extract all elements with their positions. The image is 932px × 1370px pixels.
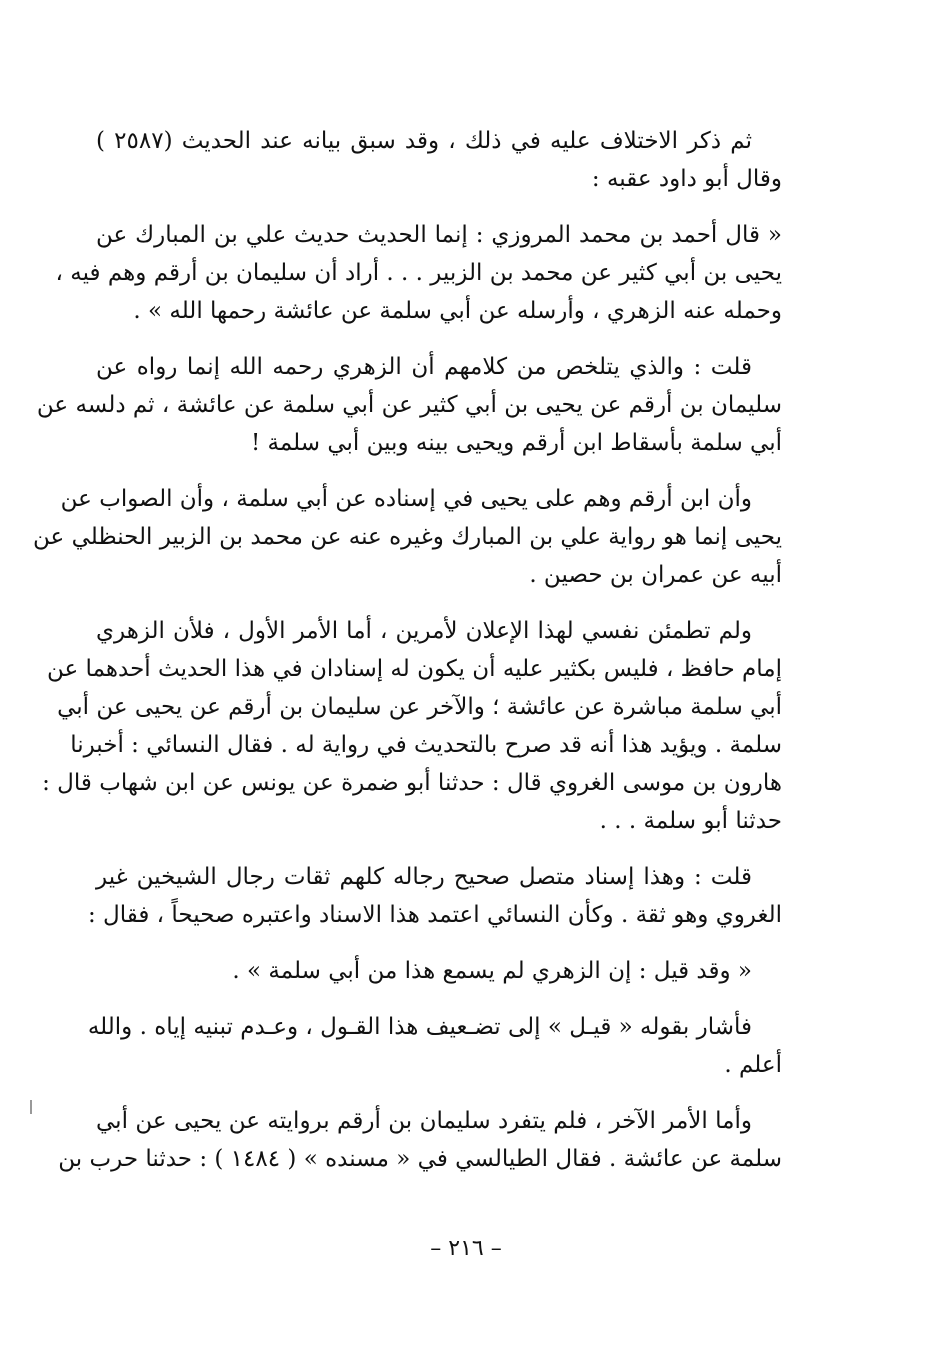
text-line: قلت : وهذا إسناد متصل صحيح رجاله كلهم ثقات رجال الشيخين غير	[96, 864, 752, 890]
text-line: أبيه عن عمران بن حصين .	[529, 562, 782, 588]
paragraph-qultu-1	[36, 348, 782, 462]
text-line: فأشار بقوله « قيـل » إلى تضـعيف هذا القـول ، وعـدم تبنيه إياه . والله	[87, 1014, 752, 1040]
text-line: قلت : والذي يتلخص من كلامهم أن الزهري رحمه الله إنما رواه عن	[96, 354, 752, 380]
scan-artifact-mark	[30, 1100, 32, 1114]
page-number: – ٢١٦ –	[430, 1236, 502, 1261]
paragraph-intro	[96, 122, 782, 198]
text-line: حدثنا أبو سلمة . . .	[599, 808, 782, 834]
text-line: « وقد قيل : إن الزهري لم يسمع هذا من أبي سلمة » .	[232, 958, 752, 984]
paragraph-wa-anna	[33, 480, 782, 594]
text-line: الغروي وهو ثقة . وكأن النسائي اعتمد هذا الاسناد واعتبره صحيحاً ، فقال :	[87, 902, 782, 928]
text-line: سلمة . ويؤيد هذا أنه قد صرح بالتحديث في رواية له . فقال النسائي : أخبرنا	[70, 732, 782, 758]
paragraph-fa-ashara	[87, 1008, 782, 1084]
paragraph-lam-tatmain	[42, 612, 782, 840]
text-line: وأن ابن أرقم وهم على يحيى في إسناده عن أبي سلمة ، وأن الصواب عن	[60, 486, 752, 512]
text-line: أبي سلمة بأسقاط ابن أرقم ويحيى بينه وبين أبي سلمة !	[250, 430, 782, 456]
paragraph-amma-al-akhar	[58, 1102, 782, 1178]
text-line: وقال أبو داود عقبه :	[591, 166, 782, 192]
text-line: سليمان بن أرقم عن يحيى بن أبي كثير عن أبي سلمة عن عائشة ، ثم دلسه عن	[36, 392, 782, 418]
text-line: إمام حافظ ، فليس بكثير عليه أن يكون له إسنادان في هذا الحديث أحدهما عن	[47, 656, 782, 682]
text-line: سلمة عن عائشة . فقال الطيالسي في « مسنده » ( ١٤٨٤ ) : حدثنا حرب بن	[58, 1146, 782, 1172]
text-line: هارون بن موسى الغروي قال : حدثنا أبو ضمرة عن يونس عن ابن شهاب قال :	[42, 770, 782, 796]
paragraph-qila	[96, 952, 782, 990]
text-line: يحيى بن أبي كثير عن محمد بن الزبير . . . أراد أن سليمان بن أرقم وهم فيه ،	[55, 260, 782, 286]
paragraph-quote-marwazi	[55, 216, 782, 330]
text-line: أعلم .	[724, 1052, 782, 1078]
text-line: « قال أحمد بن محمد المروزي : إنما الحديث حديث علي بن المبارك عن	[96, 222, 782, 248]
paragraph-qultu-2	[87, 858, 782, 934]
text-line: ثم ذكر الاختلاف عليه في ذلك ، وقد سبق بيانه عند الحديث (٢٥٨٧ )	[96, 128, 752, 154]
body-text	[33, 122, 782, 1196]
text-line: وحمله عنه الزهري ، وأرسله عن أبي سلمة عن عائشة رحمها الله » .	[133, 298, 782, 324]
text-line: وأما الأمر الآخر ، فلم يتفرد سليمان بن أرقم بروايته عن يحيى عن أبي	[96, 1108, 752, 1134]
text-line: ولم تطمئن نفسي لهذا الإعلان لأمرين ، أما الأمر الأول ، فلأن الزهري	[96, 618, 752, 644]
text-line: يحيى إنما هو رواية علي بن المبارك وغيره عنه عن محمد بن الزبير الحنظلي عن	[33, 524, 782, 550]
text-line: أبي سلمة مباشرة عن عائشة ؛ والآخر عن سليمان بن أرقم عن يحيى عن أبي	[57, 694, 782, 720]
